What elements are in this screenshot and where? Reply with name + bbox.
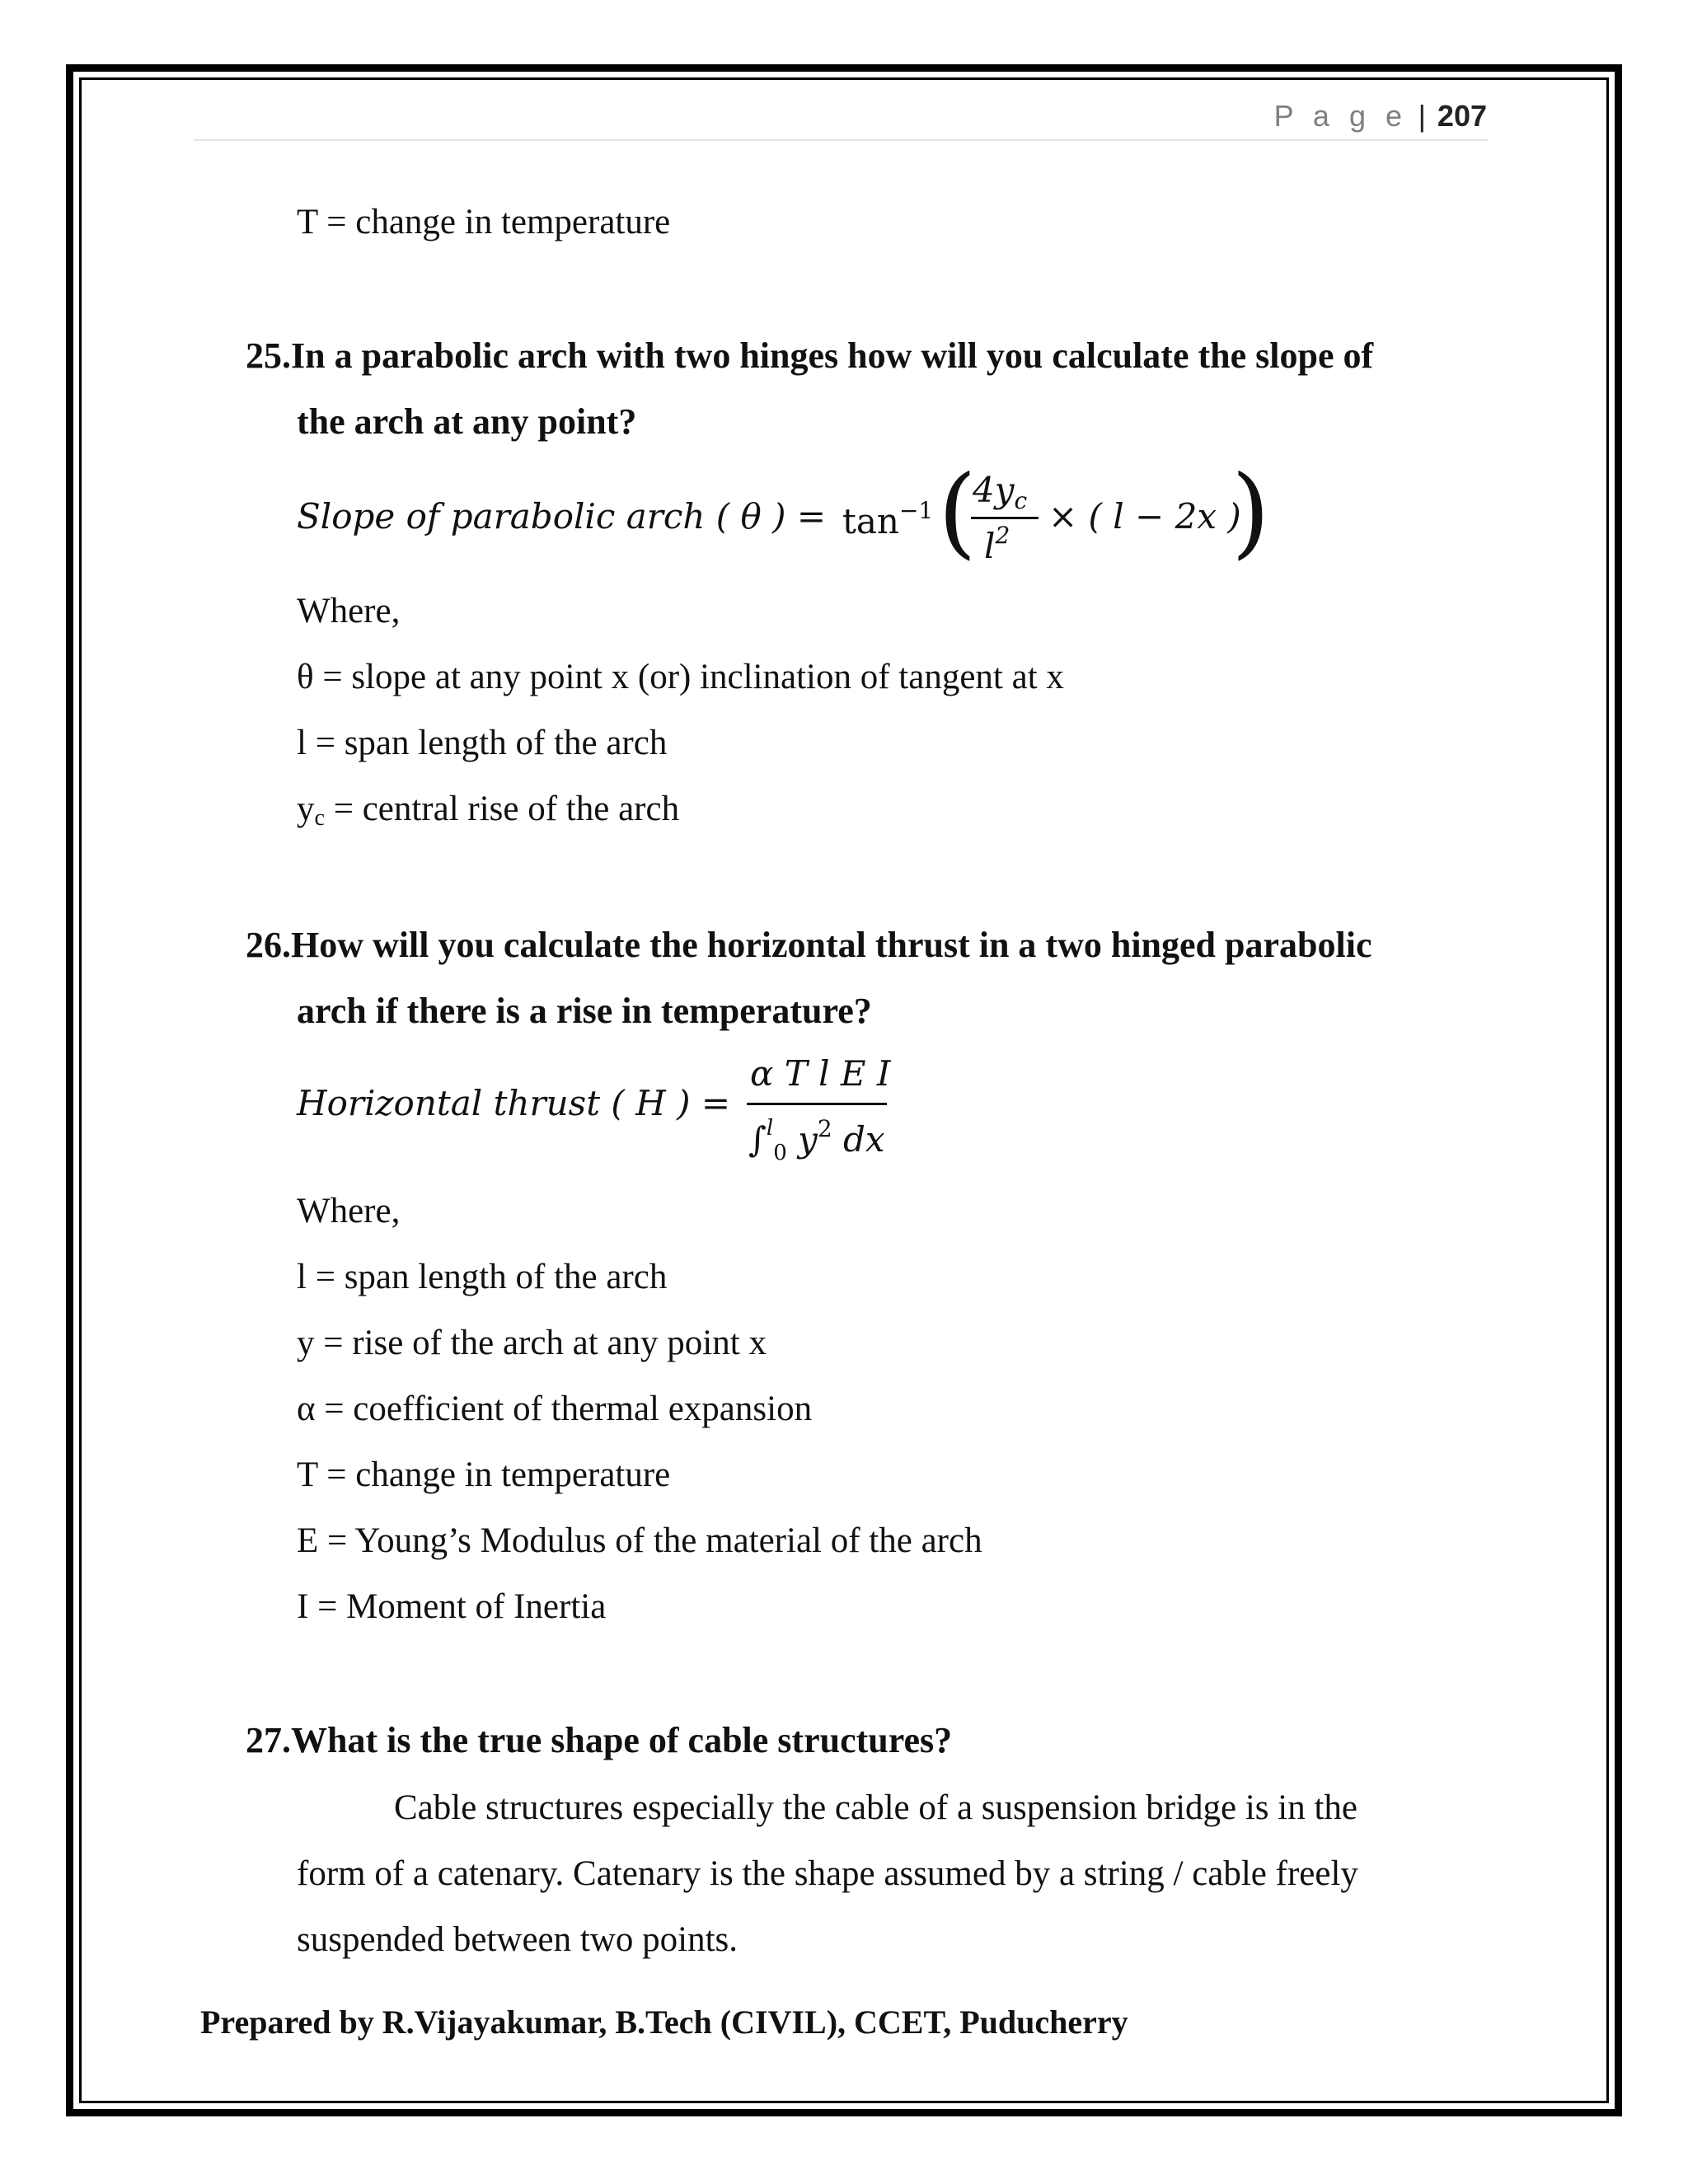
definition-alpha: α = coefficient of thermal expansion (297, 1390, 813, 1428)
thrust-formula-denominator: ∫$^l_0$ $y^2$ dx (748, 1115, 885, 1165)
header-rule (194, 139, 1488, 141)
left-paren: ( (938, 455, 977, 569)
slope-formula-func: $\tan^{-1}$ (842, 497, 934, 541)
fraction-bar (971, 517, 1039, 519)
question-25-title: 25.In a parabolic arch with two hinges how will you calculate the slope of (246, 335, 1374, 376)
slope-formula-lhs: Slope of parabolic arch ( θ ) = (297, 496, 827, 537)
question-27-title: 27.What is the true shape of cable structures? (246, 1720, 953, 1760)
slope-formula-denominator: $l^2$ (984, 522, 1010, 566)
definition-y: y = rise of the arch at any point x (297, 1324, 767, 1362)
definition-e: E = Young’s Modulus of the material of the arch (297, 1521, 982, 1560)
answer-27-line-2: form of a catenary. Catenary is the shape assumed by a string / cable freely (297, 1854, 1358, 1893)
continued-definition: T = change in temperature (297, 203, 671, 241)
definition-central-rise: yc = central rise of the arch (297, 790, 680, 831)
where-label-26: Where, (297, 1192, 401, 1230)
definition-t: T = change in temperature (297, 1455, 671, 1494)
footer-credit: Prepared by R.Vijayakumar, B.Tech (CIVIL), CCET, Puducherry (200, 2004, 1128, 2041)
thrust-formula-lhs: Horizontal thrust ( H ) = (297, 1083, 731, 1123)
definition-i: I = Moment of Inertia (297, 1587, 607, 1626)
question-26-title: 26.How will you calculate the horizontal thrust in a two hinged parabolic (246, 925, 1372, 965)
slope-formula-numerator: $4y_c$ (973, 470, 1028, 514)
question-25-title-cont: the arch at any point? (297, 401, 637, 442)
slope-formula-rest: × ( l − 2x ) (1048, 496, 1241, 537)
thrust-fraction-bar (747, 1103, 887, 1105)
answer-27-line-1: Cable structures especially the cable of a suspension bridge is in the (394, 1788, 1358, 1827)
definition-span: l = span length of the arch (297, 724, 668, 762)
question-26-title-cont: arch if there is a rise in temperature? (297, 991, 872, 1031)
right-paren: ) (1231, 455, 1270, 569)
page-separator: | (1418, 99, 1426, 133)
definition-theta: θ = slope at any point x (or) inclination of tangent at x (297, 658, 1064, 696)
page-label: P a g e (1273, 99, 1408, 133)
where-label-25: Where, (297, 592, 401, 630)
page-number: 207 (1437, 99, 1487, 133)
answer-27-line-3: suspended between two points. (297, 1920, 738, 1959)
definition-l: l = span length of the arch (297, 1258, 668, 1296)
thrust-formula-numerator: α T l E I (750, 1053, 891, 1094)
